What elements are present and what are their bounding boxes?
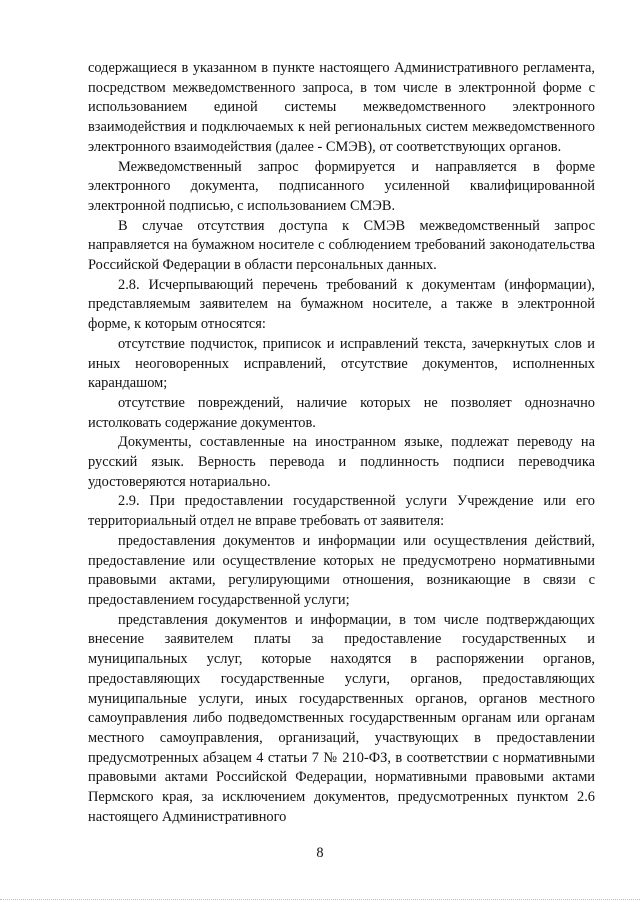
- paragraph-continuation: содержащиеся в указанном в пункте настоящего Административного регламента, посредством межведомственного запроса, в том числе в электронной форме с использованием единой системы межведомственного электронного взаимодействия и подключаемых к ней региональных систем межведомственного электронного взаимодействия (далее - СМЭВ), от соответствующих органов.: [88, 60, 595, 155]
- paragraph-foreign-language: Документы, составленные на иностранном языке, подлежат переводу на русский язык. Верность перевода и подлинность подписи переводчика удостоверяются нотариально.: [88, 434, 595, 490]
- document-body: [88, 59, 595, 827]
- paragraph-no-damage: отсутствие повреждений, наличие которых не позволяет однозначно истолковать содержание документов.: [88, 394, 595, 431]
- paragraph-no-erasures: отсутствие подчисток, приписок и исправлений текста, зачеркнутых слов и иных неоговоренных исправлений, отсутствие документов, исполненных карандашом;: [88, 335, 595, 392]
- paragraph-section-2-8: 2.8. Исчерпывающий перечень требований к документам (информации), представляемым заявителем на бумажном носителе, а также в электронной форме, к которым относятся:: [88, 276, 595, 333]
- paragraph-interagency-request: Межведомственный запрос формируется и направляется в форме электронного документа, подписанного усиленной квалифицированной электронной подписью, с использованием СМЭВ.: [88, 158, 595, 214]
- paragraph-documents-information: представления документов и информации, в том числе подтверждающих внесение заявителем платы за предоставление государственных и муниципальных услуг, которые находятся в распоряжении органов, предоставляющих государственные услуги, органов, предоставляющих муниципальные услуги, иных государственных органов, органов местного самоуправления либо подведомственных государственным органам или органам местного самоуправления, организаций, участвующих в предоставлении предусмотренных абзацем 4 статьи 7 № 210-ФЗ, в соответствии с нормативными правовыми актами Российской Федерации, нормативными правовыми актами Пермского края, за исключением документов, предусмотренных пунктом 2.6 настоящего Административного: [88, 611, 595, 825]
- page-number: 8: [316, 845, 324, 861]
- paragraph-no-smev-access: В случае отсутствия доступа к СМЭВ межведомственный запрос направляется на бумажном носителе с соблюдением требований законодательства Российской Федерации в области персональных данных.: [88, 217, 595, 274]
- paragraph-section-2-9: 2.9. При предоставлении государственной услуги Учреждение или его территориальный отдел не вправе требовать от заявителя:: [88, 493, 595, 530]
- bottom-divider: [0, 899, 640, 901]
- paragraph-documents-actions: предоставления документов и информации или осуществления действий, предоставление или осуществление которых не предусмотрено нормативными правовыми актами, регулирующими отношения, возникающие в связи с предоставлением государственной услуги;: [88, 532, 595, 608]
